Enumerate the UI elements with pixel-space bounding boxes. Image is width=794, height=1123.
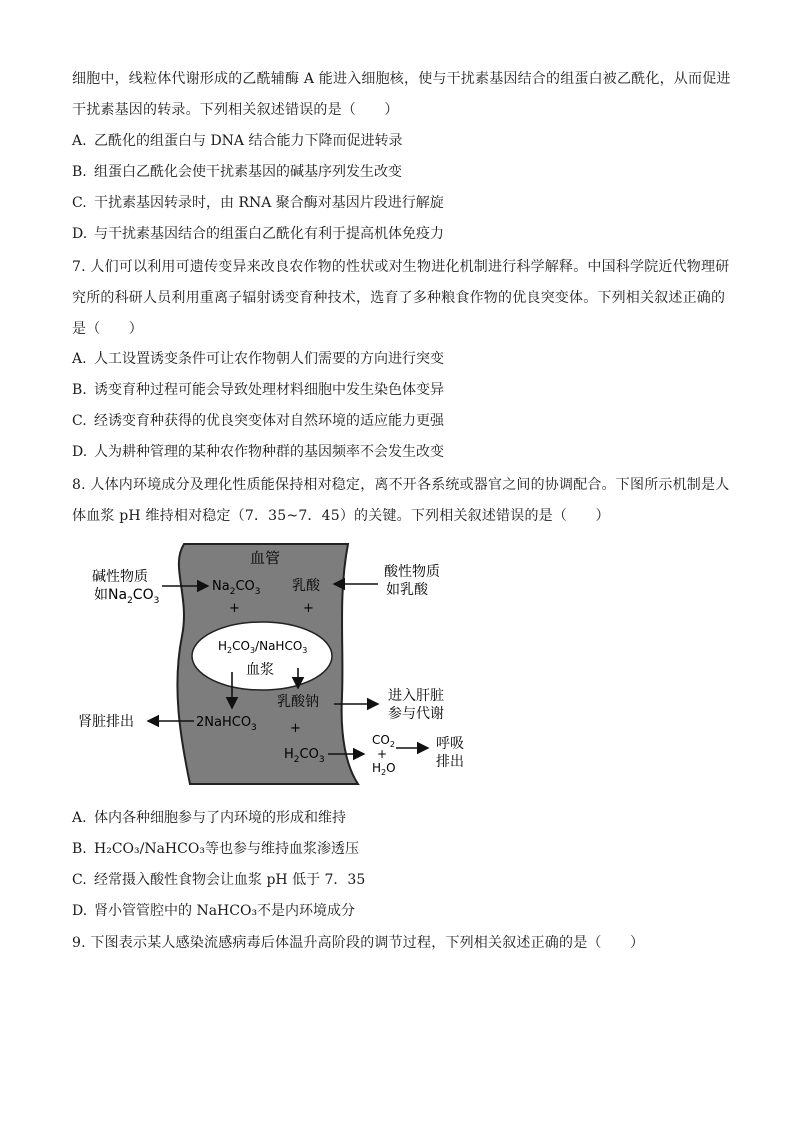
option-label: A. bbox=[72, 810, 87, 826]
plus-sign-2: + bbox=[303, 601, 314, 616]
kidney-label: 肾脏排出 bbox=[78, 714, 134, 730]
option-text: 组蛋白乙酰化会使干扰素基因的碱基序列发生改变 bbox=[94, 164, 402, 180]
q8-stem-line-1: 8. 人体内环境成分及理化性质能保持相对稳定，离不开各系统或器官之间的协调配合。下图所示机制是人 bbox=[72, 477, 730, 493]
option-text: 诱变育种过程可能会导致处理材料细胞中发生染色体变异 bbox=[94, 382, 444, 398]
option-text: 乙酰化的组蛋白与 DNA 结合能力下降而促进转录 bbox=[94, 133, 403, 149]
q7-stem-line-2: 究所的科研人员利用重离子辐射诱变育种技术，选育了多种粮食作物的优良突变体。下列相关叙述正确的 bbox=[72, 290, 726, 306]
lactic-acid-label: 乳酸 bbox=[292, 578, 320, 594]
option-label: C. bbox=[72, 872, 87, 888]
option-label: D. bbox=[72, 226, 88, 242]
plus-sign-3: + bbox=[290, 721, 301, 736]
q7-option-b[interactable] bbox=[72, 379, 444, 399]
option-text: H₂CO₃/NaHCO₃等也参与维持血浆渗透压 bbox=[94, 841, 359, 857]
nahco3-label: 2NaHCO$_3$ bbox=[196, 715, 257, 733]
liver-label-1: 进入肝脏 bbox=[388, 688, 444, 704]
ph-buffer-diagram bbox=[72, 536, 492, 791]
plasma-label: 血浆 bbox=[246, 662, 274, 678]
h2o-label: $H_2O$ bbox=[372, 761, 396, 777]
buffer-pair-label: $H_2CO_3/NaHCO_3$ bbox=[218, 639, 308, 655]
plus-sign-1: + bbox=[229, 601, 240, 616]
option-label: D. bbox=[72, 903, 88, 919]
option-text: 肾小管管腔中的 NaHCO₃不是内环境成分 bbox=[94, 903, 356, 919]
option-text: 体内各种细胞参与了内环境的形成和维持 bbox=[94, 810, 346, 826]
q6-option-d[interactable] bbox=[72, 223, 444, 243]
acid-label-1: 酸性物质 bbox=[384, 564, 440, 580]
liver-label-2: 参与代谢 bbox=[388, 706, 444, 722]
breath-label-2: 排出 bbox=[436, 754, 464, 770]
q8-option-c[interactable] bbox=[72, 869, 365, 889]
alkaline-label-1: 碱性物质 bbox=[92, 569, 148, 585]
breath-label-1: 呼吸 bbox=[436, 736, 464, 752]
plus-sign-4: + bbox=[377, 747, 388, 761]
option-text: 人为耕种管理的某种农作物种群的基因频率不会发生改变 bbox=[94, 444, 444, 460]
q7-stem-line-1: 7. 人们可以利用可遗传变异来改良农作物的性状或对生物进化机制进行科学解释。中国科学院近代物理研 bbox=[72, 259, 730, 275]
q6-option-c[interactable] bbox=[72, 192, 444, 212]
option-label: B. bbox=[72, 382, 87, 398]
q7-option-d[interactable] bbox=[72, 441, 444, 461]
option-text: 经诱变育种获得的优良突变体对自然环境的适应能力更强 bbox=[94, 413, 444, 429]
q8-option-d[interactable] bbox=[72, 900, 355, 920]
q7-option-c[interactable] bbox=[72, 410, 444, 430]
option-label: A. bbox=[72, 351, 87, 367]
option-label: B. bbox=[72, 164, 87, 180]
na2co3-label: $Na_2CO_3$ bbox=[212, 579, 261, 597]
option-label: B. bbox=[72, 841, 87, 857]
q7-option-a[interactable] bbox=[72, 348, 444, 368]
option-label: C. bbox=[72, 195, 87, 211]
option-text: 与干扰素基因结合的组蛋白乙酰化有利于提高机体免疫力 bbox=[94, 226, 444, 242]
option-label: C. bbox=[72, 413, 87, 429]
option-text: 干扰素基因转录时，由 RNA 聚合酶对基因片段进行解旋 bbox=[94, 195, 444, 211]
q6-option-b[interactable] bbox=[72, 161, 402, 181]
acid-label-2: 如乳酸 bbox=[386, 582, 428, 598]
alkaline-label-2: 如$Na_2CO_3$ bbox=[94, 587, 160, 606]
vessel-label: 血管 bbox=[250, 549, 281, 567]
option-label: A. bbox=[72, 133, 87, 149]
q7-stem-line-3: 是（ ） bbox=[72, 321, 143, 337]
q6-stem-line-2: 干扰素基因的转录。下列相关叙述错误的是（ ） bbox=[72, 102, 399, 118]
option-text: 人工设置诱变条件可让农作物朝人们需要的方向进行突变 bbox=[94, 351, 444, 367]
sodium-lactate-label: 乳酸钠 bbox=[277, 694, 319, 710]
q8-stem-line-2: 体血浆 pH 维持相对稳定（7．35~7．45）的关键。下列相关叙述错误的是（ ） bbox=[72, 508, 610, 524]
co2-label: $CO_2$ bbox=[372, 733, 395, 749]
q8-option-b[interactable] bbox=[72, 838, 359, 858]
option-text: 经常摄入酸性食物会让血浆 pH 低于 7．35 bbox=[94, 872, 366, 888]
plasma-ellipse bbox=[192, 622, 332, 690]
option-label: D. bbox=[72, 444, 88, 460]
q6-option-a[interactable] bbox=[72, 130, 402, 150]
q6-stem-line-1: 细胞中，线粒体代谢形成的乙酰辅酶 A 能进入细胞核，使与干扰素基因结合的组蛋白被乙酰化，从而促进 bbox=[72, 71, 731, 87]
h2co3-label: $H_2CO_3$ bbox=[284, 747, 325, 765]
q8-option-a[interactable] bbox=[72, 807, 346, 827]
q9-stem: 9. 下图表示某人感染流感病毒后体温升高阶段的调节过程，下列相关叙述正确的是（ ） bbox=[72, 935, 645, 951]
